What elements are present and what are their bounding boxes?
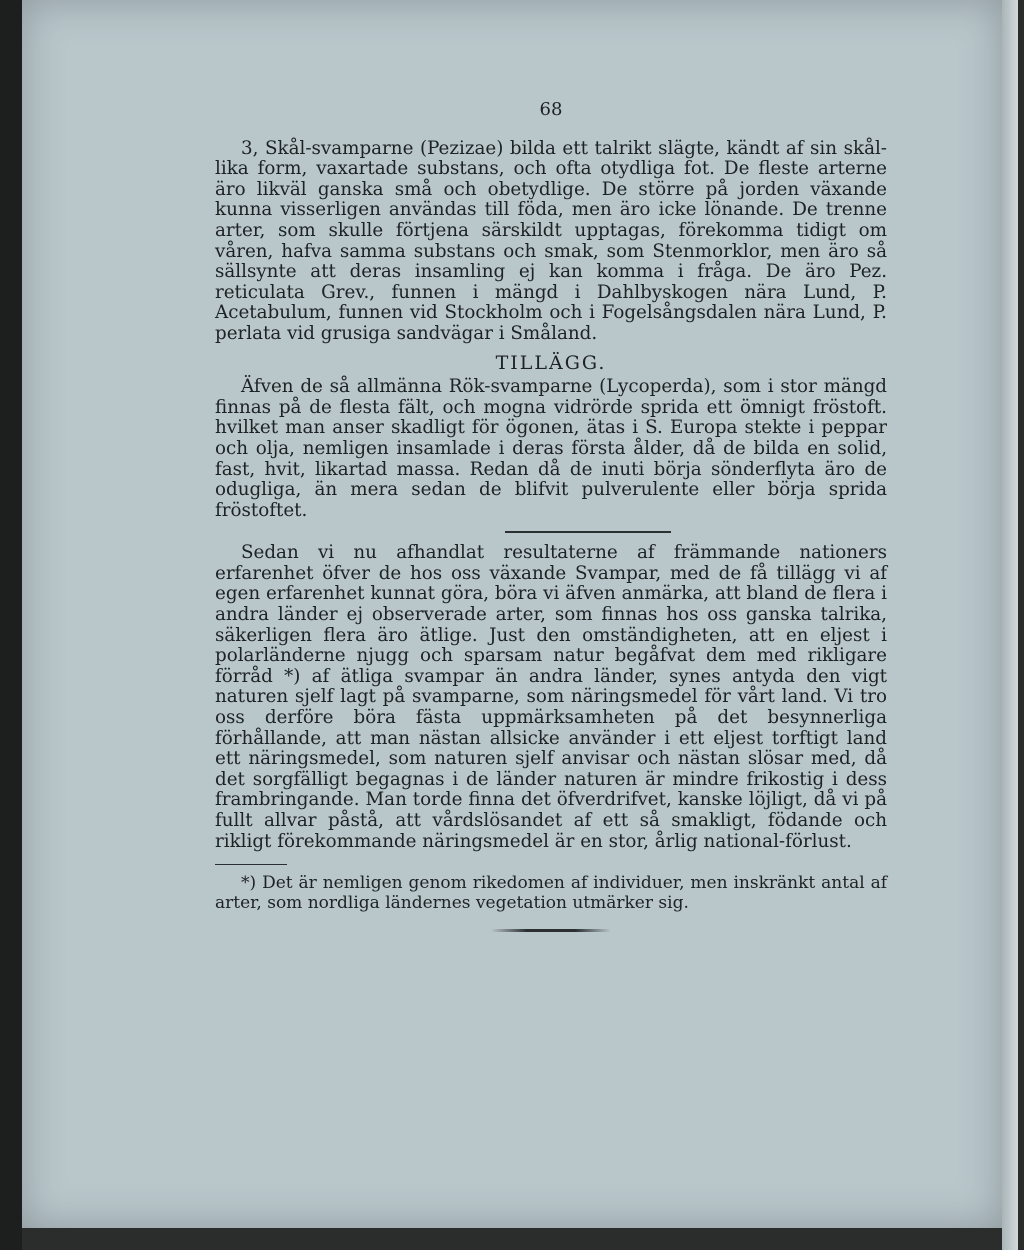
section-heading: TILLÄGG. — [495, 351, 607, 374]
end-ornament — [491, 929, 611, 932]
text-block — [215, 100, 887, 932]
footnote-rule — [215, 864, 287, 865]
footnote: *) Det är nemligen genom rikedomen af individuer, men inskränkt antal af arter, som nordliga ländernes vegetation utmärker sig. — [215, 873, 887, 914]
paragraph-closing: Sedan vi nu afhandlat resultaterne af främmande nationers erfarenhet öfver de hos oss växande Svampar, med de få tillägg vi af egen erfarenhet kunnat göra, böra vi äfven anmärka, att bland de flera i andra länder ej observerade arter, som finnas hos oss ganska talrika, säkerligen flera äro ätlige. Just den omständigheten, att en eljest i polarländerne njugg och sparsam natur begåfvat dem med rikligare förråd *) af ätliga svampar än andra länder, synes antyda den vigt naturen sjelf lagt på svamparne, som näringsmedel för vårt land. Vi tro oss derföre böra fästa uppmärksamheten på det besynnerliga förhållande, att man nästan allsicke använder i ett eljest torftigt land ett näringsmedel, som naturen sjelf anvisar och nästan slösar med, då det sorgfälligt begagnas i de länder naturen är mindre frikostig i dess frambringande. Man torde finna det öfverdrifvet, kanske löjligt, då vi på fullt allvar påstå, att vårdslösandet af ett så smakligt, födande och rikligt förekommande näringsmedel är en stor, årlig national-förlust. — [215, 542, 887, 852]
paragraph-tillagg: Äfven de så allmänna Rök-svamparne (Lycoperda), som i stor mängd finnas på de flesta fält, och mogna vidrörde sprida ett ömnigt fröstoft. hvilket man anser skadligt för ögonen, ätas i S. Europa stekte i peppar och olja, nemligen insamlade i deras första ålder, då de bilda en solid, fast, hvit, likartad massa. Redan då de inuti börja sönderflyta äro de odugliga, än mera sedan de blifvit pulverulente eller börja sprida fröstoftet. — [215, 376, 887, 521]
page-number: 68 — [539, 99, 563, 120]
book-spine — [1002, 0, 1018, 1250]
page-bottom-edge — [22, 1228, 1002, 1250]
paragraph-pezizae: 3, Skål-svamparne (Pezizae) bilda ett talrikt slägte, kändt af sin skål-lika form, vaxartade substans, och ofta otydliga fot. De fleste arterne äro likväl ganska små och obetydlige. De större på jorden växande kunna visserligen användas till föda, men äro icke lönande. De trenne arter, som skulle förtjena särskildt upptagas, förekomma tidigt om våren, hafva samma substans och smak, som Stenmorklor, men äro så sällsynte att deras insamling ej kan komma i fråga. De äro Pez. reticulata Grev., funnen i mängd i Dahlbyskogen nära Lund, P. Acetabulum, funnen vid Stockholm och i Fogelsångsdalen nära Lund, P. perlata vid grusiga sandvägar i Småland. — [215, 137, 887, 344]
binding-shadow — [1018, 0, 1024, 1250]
section-divider — [505, 531, 671, 533]
